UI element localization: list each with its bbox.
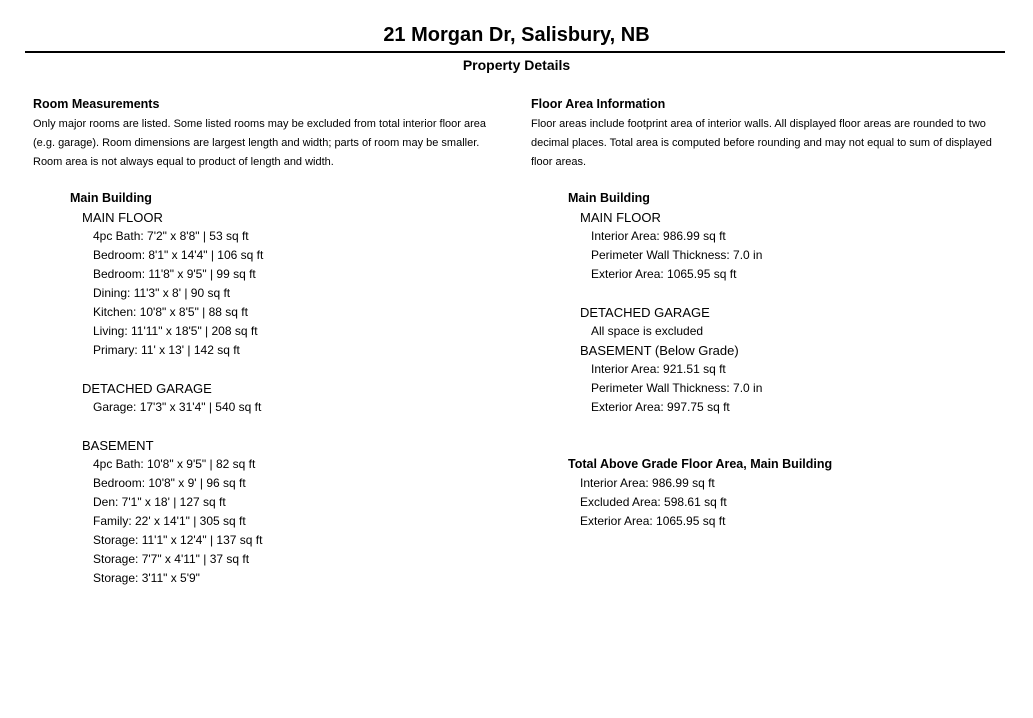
floor-label-garage: DETACHED GARAGE [580,305,710,320]
area-item: Perimeter Wall Thickness: 7.0 in [591,381,763,395]
floor-area-section [531,96,1011,172]
document-subtitle: Property Details [462,57,571,73]
room-item: Primary: 11' x 13' | 142 sq ft [93,343,240,357]
room-item: Bedroom: 10'8" x 9' | 96 sq ft [93,476,246,490]
room-item: Family: 22' x 14'1" | 305 sq ft [93,514,246,528]
floor-label-garage: DETACHED GARAGE [82,381,212,396]
floor-area-description-line: Floor areas include footprint area of interior walls. All displayed floor areas are rounded to two [531,118,986,130]
floor-label-main: MAIN FLOOR [82,210,163,225]
room-measurements-description-line: Only major rooms are listed. Some listed rooms may be excluded from total interior floor area [33,118,487,130]
room-item: Storage: 7'7" x 4'11" | 37 sq ft [93,552,250,566]
total-area-item: Interior Area: 986.99 sq ft [580,476,715,490]
room-item: Garage: 17'3" x 31'4" | 540 sq ft [93,400,262,414]
room-item: Storage: 11'1" x 12'4" | 137 sq ft [93,533,263,547]
total-area-item: Excluded Area: 598.61 sq ft [580,495,727,509]
area-item: Interior Area: 921.51 sq ft [591,362,726,376]
floor-area-tree [568,189,832,531]
room-item: 4pc Bath: 10'8" x 9'5" | 82 sq ft [93,457,256,471]
building-label: Main Building [568,191,650,205]
floor-label-basement: BASEMENT (Below Grade) [580,343,739,358]
document-title: 21 Morgan Dr, Salisbury, NB [383,24,650,46]
total-area-heading: Total Above Grade Floor Area, Main Building [568,457,833,471]
room-item: Den: 7'1" x 18' | 127 sq ft [93,495,226,509]
room-item: Kitchen: 10'8" x 8'5" | 88 sq ft [93,305,248,319]
room-measurements-heading: Room Measurements [33,97,160,111]
floor-area-description-line: decimal places. Total area is computed before rounding and may not equal to sum of displayed [531,137,992,149]
room-item: Bedroom: 8'1" x 14'4" | 106 sq ft [93,248,264,262]
floor-area-description-line: floor areas. [531,156,587,168]
room-item: 4pc Bath: 7'2" x 8'8" | 53 sq ft [93,229,249,243]
area-item: Perimeter Wall Thickness: 7.0 in [591,248,763,262]
room-item: Storage: 3'11" x 5'9" [93,571,200,585]
area-item: Exterior Area: 997.75 sq ft [591,400,730,414]
room-measurements-description [33,115,508,172]
title-divider [25,51,1005,53]
room-measurements-tree [70,189,263,588]
building-label: Main Building [70,191,152,205]
room-measurements-section [33,96,508,172]
room-measurements-description-line: Room area is not always equal to product of length and width. [33,156,334,168]
floor-label-main: MAIN FLOOR [580,210,661,225]
floor-area-description [531,115,1011,172]
spacer [568,417,832,455]
room-item: Living: 11'11" x 18'5" | 208 sq ft [93,324,258,338]
floor-area-heading: Floor Area Information [531,97,666,111]
spacer [568,284,832,303]
area-item: Interior Area: 986.99 sq ft [591,229,726,243]
area-item: Exterior Area: 1065.95 sq ft [591,267,737,281]
total-area-item: Exterior Area: 1065.95 sq ft [580,514,726,528]
floor-label-basement: BASEMENT [82,438,154,453]
room-item: Dining: 11'3" x 8' | 90 sq ft [93,286,231,300]
area-item: All space is excluded [591,324,704,338]
spacer [70,360,263,379]
room-measurements-description-line: (e.g. garage). Room dimensions are largest length and width; parts of room may be smaller. [33,137,480,149]
spacer [70,417,263,436]
room-item: Bedroom: 11'8" x 9'5" | 99 sq ft [93,267,256,281]
